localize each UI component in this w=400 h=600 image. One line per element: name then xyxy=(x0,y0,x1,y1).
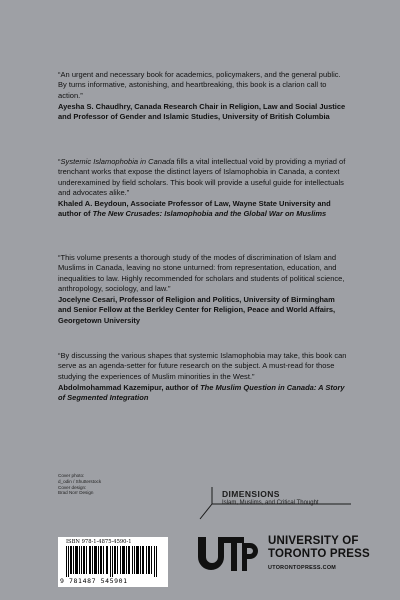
design-credit-label: Cover design: xyxy=(58,484,87,490)
design-credit-value: Brad Norr Design xyxy=(58,490,94,496)
review-1-attribution: Ayesha S. Chaudhry, Canada Research Chair in Religion, Law and Social Justice and Professor of Gender and Islamic Studies, University of British Columbia xyxy=(58,101,346,122)
utp-logo-icon xyxy=(196,533,262,575)
publisher-name: UNIVERSITY OF TORONTO PRESS xyxy=(268,535,370,560)
review-4-attribution-title: The Muslim Question in Canada: A Story of Segmented Integration xyxy=(58,382,345,403)
review-3-text: “This volume presents a thorough study of the modes of discrimination of Islam and Muslims in Canada, leaving no stone unturned: from representation, education, and inequalities to law. Highly recommended for scholars and students of political science, anthropology, sociology, and law.” xyxy=(58,253,345,293)
review-2-book-title: Systemic Islamophobia in Canada xyxy=(60,157,175,166)
review-4 xyxy=(58,351,348,403)
series-title: DIMENSIONS xyxy=(222,489,280,499)
review-4-attribution: Abdolmohammad Kazemipur, author of The Muslim Question in Canada: A Story of Segmented Integration xyxy=(58,382,345,403)
photo-credit-value: d_odin / Shutterstock xyxy=(58,478,102,484)
isbn-label: ISBN 978-1-4875-4590-1 xyxy=(66,539,132,545)
review-2-text: “Systemic Islamophobia in Canada fills a vital intellectual void by providing a myriad of trenchant works that expose the distinct layers of Islamophobia in Canada, a context underexamined by field scholars. This book will provide a useful guide for intellectuals and advocates alike.” xyxy=(58,157,346,197)
review-3 xyxy=(58,253,348,326)
series-logo xyxy=(196,487,356,522)
publisher-url: UTORONTOPRESS.COM xyxy=(268,565,337,571)
photo-credit-label: Cover photo: xyxy=(58,473,85,478)
review-1 xyxy=(58,70,348,122)
review-2 xyxy=(58,157,348,220)
cover-credits xyxy=(58,473,101,496)
review-4-text: “By discussing the various shapes that systemic Islamophobia may take, this book can serve as an agenda-setter for future research on the subject. A must-read for those studying the experiences of Muslim minorities in the West.” xyxy=(58,351,347,381)
review-1-text: “An urgent and necessary book for academics, policymakers, and the general public. By turns informative, astonishing, and heartbreaking, this book is a clarion call to action.” xyxy=(58,70,341,100)
review-2-attribution-title: The New Crusades: Islamophobia and the Global War on Muslims xyxy=(92,209,327,219)
review-2-attribution: Khaled A. Beydoun, Associate Professor of Law, Wayne State University and author of The New Crusades: Islamophobia and the Global War on Muslims xyxy=(58,199,331,219)
review-3-attribution: Jocelyne Cesari, Professor of Religion and Politics, University of Birmingham and Senior Fellow at the Berkley Center for Religion, Peace and World Affairs, Georgetown University xyxy=(58,295,336,325)
barcode-bars xyxy=(66,546,162,577)
barcode xyxy=(58,537,168,587)
barcode-digits: 9 781487 545901 xyxy=(60,577,128,585)
publisher-logo xyxy=(196,533,376,577)
series-subtitle: Islam, Muslims, and Critical Thought xyxy=(222,500,319,506)
